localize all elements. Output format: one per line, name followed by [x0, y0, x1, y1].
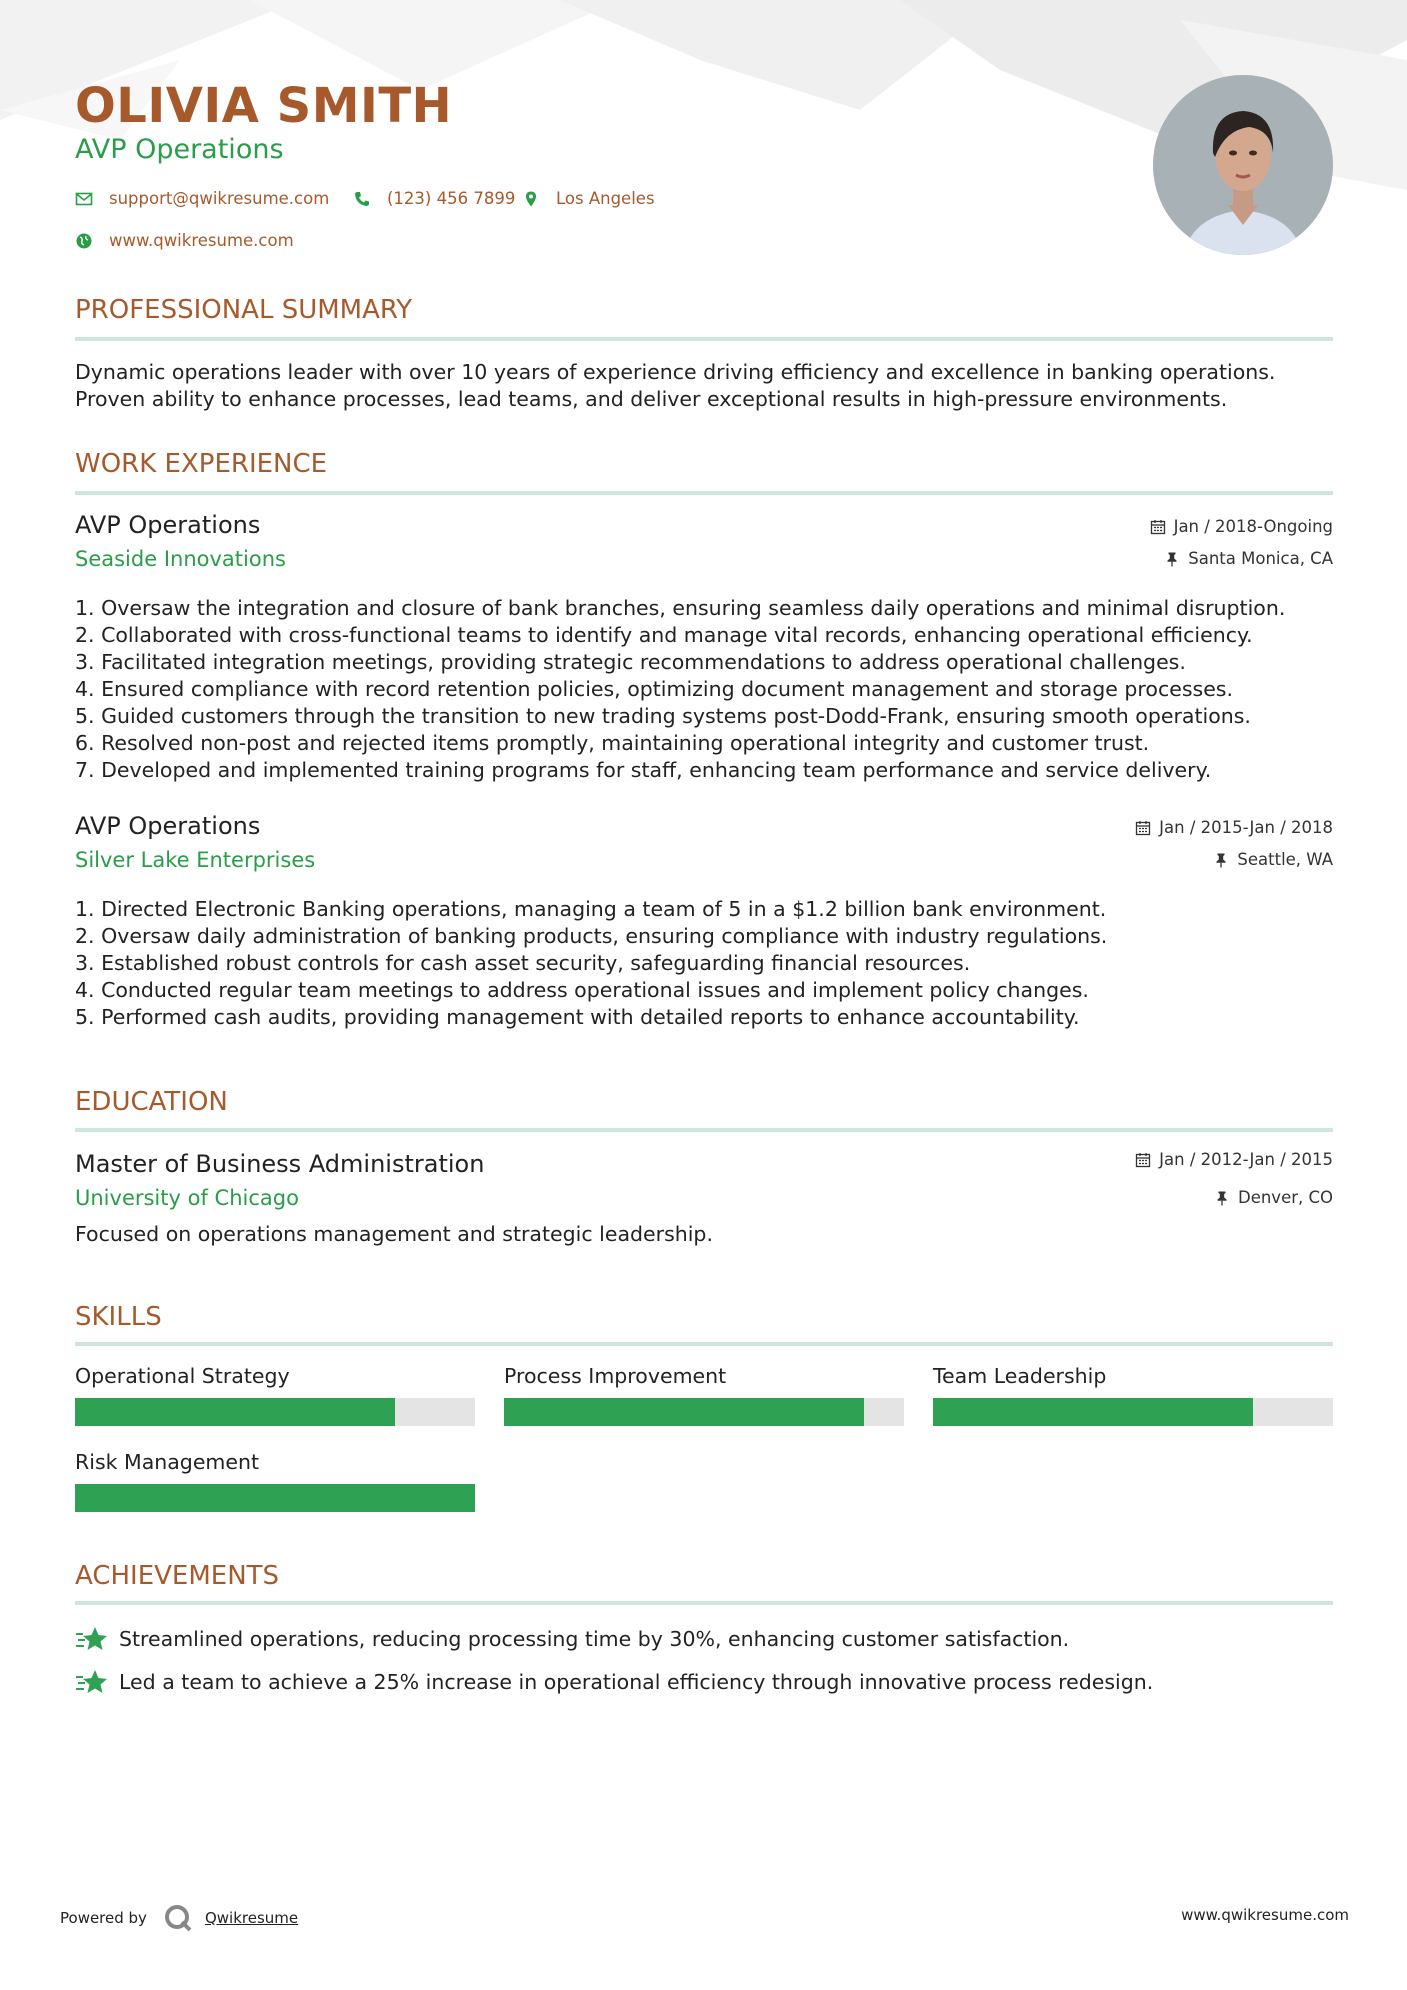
- summary-text: [75, 359, 1335, 413]
- profile-photo: [1153, 75, 1333, 255]
- job-bullet: 1. Oversaw the integration and closure of bank branches, ensuring seamless daily operations and minimal disruption.: [75, 596, 1286, 620]
- skill-bar: [504, 1398, 904, 1426]
- job-bullet: 3. Facilitated integration meetings, providing strategic recommendations to address operational challenges.: [75, 650, 1186, 674]
- phone-icon: [353, 190, 371, 208]
- skill-bar: [933, 1398, 1333, 1426]
- skill-item: [933, 1364, 1333, 1426]
- skill-item: [75, 1450, 475, 1512]
- pin-icon: [1213, 852, 1229, 868]
- achievement-item: [75, 1624, 1069, 1654]
- job-date: [1150, 517, 1333, 536]
- education-description: Focused on operations management and strategic leadership.: [75, 1222, 713, 1246]
- summary-heading: PROFESSIONAL SUMMARY: [75, 295, 413, 325]
- job-entry: [75, 511, 1333, 784]
- job-location: [1213, 850, 1333, 869]
- education-entry: [75, 1150, 1333, 1246]
- education-heading: EDUCATION: [75, 1087, 228, 1117]
- skill-name: Process Improvement: [504, 1364, 727, 1388]
- job-entry: [75, 812, 1333, 1031]
- job-bullet: 5. Guided customers through the transition to new trading systems post-Dodd-Frank, ensuring smooth operations.: [75, 704, 1251, 728]
- star-award-icon: [75, 1667, 109, 1697]
- experience-divider: [75, 491, 1333, 495]
- job-bullet: 3. Established robust controls for cash asset security, safeguarding financial resources.: [75, 951, 971, 975]
- skill-item: [75, 1364, 475, 1426]
- job-date-text: Jan / 2015-Jan / 2018: [1159, 818, 1333, 837]
- skill-bar: [75, 1398, 475, 1426]
- footer-website-link[interactable]: www.qwikresume.com: [1181, 1906, 1349, 1924]
- skill-bar-fill: [75, 1398, 395, 1426]
- skill-bar-fill: [75, 1484, 475, 1512]
- job-bullet: 5. Performed cash audits, providing management with detailed reports to enhance accountability.: [75, 1005, 1080, 1029]
- job-location-text: Santa Monica, CA: [1188, 549, 1333, 568]
- globe-icon: [75, 232, 93, 250]
- skill-name: Team Leadership: [933, 1364, 1107, 1388]
- achievement-text: Led a team to achieve a 25% increase in operational efficiency through innovative process redesign.: [119, 1670, 1154, 1694]
- skills-heading: SKILLS: [75, 1302, 162, 1332]
- job-date: [1135, 818, 1333, 837]
- job-bullet: 4. Conducted regular team meetings to address operational issues and implement policy changes.: [75, 978, 1089, 1002]
- qwikresume-logo-icon: [163, 1903, 193, 1933]
- education-degree: Master of Business Administration: [75, 1150, 485, 1178]
- qwikresume-brand-link[interactable]: Qwikresume: [204, 1909, 299, 1927]
- summary-divider: [75, 337, 1333, 341]
- email-contact[interactable]: [75, 189, 329, 208]
- email-icon: [75, 190, 93, 208]
- phone-text: (123) 456 7899: [387, 189, 516, 208]
- achievement-text: Streamlined operations, reducing processing time by 30%, enhancing customer satisfaction.: [119, 1627, 1070, 1651]
- powered-by-label: Powered by: [60, 1909, 147, 1927]
- job-bullet: 2. Collaborated with cross-functional teams to identify and manage vital records, enhancing operational efficiency.: [75, 623, 1253, 647]
- education-date: [1135, 1150, 1333, 1169]
- skills-divider: [75, 1342, 1333, 1346]
- job-date-text: Jan / 2018-Ongoing: [1173, 517, 1333, 536]
- education-school: University of Chicago: [75, 1186, 299, 1210]
- map-marker-icon: [522, 190, 540, 208]
- website-contact[interactable]: [75, 231, 294, 250]
- summary-line: Dynamic operations leader with over 10 years of experience driving efficiency and excellence in banking operations.: [75, 360, 1276, 384]
- skill-name: Operational Strategy: [75, 1364, 290, 1388]
- phone-contact[interactable]: [353, 189, 515, 208]
- education-date-text: Jan / 2012-Jan / 2015: [1159, 1150, 1333, 1169]
- star-award-icon: [75, 1624, 109, 1654]
- job-location: [1164, 549, 1333, 568]
- candidate-name: OLIVIA SMITH: [75, 78, 453, 134]
- job-bullet: 1. Directed Electronic Banking operations, managing a team of 5 in a $1.2 billion bank environment.: [75, 897, 1107, 921]
- location-contact: [522, 189, 655, 208]
- skill-bar-fill: [933, 1398, 1253, 1426]
- calendar-icon: [1135, 1152, 1151, 1168]
- job-bullet: 2. Oversaw daily administration of banking products, ensuring compliance with industry regulations.: [75, 924, 1108, 948]
- email-text: support@qwikresume.com: [109, 189, 330, 208]
- job-company: Seaside Innovations: [75, 547, 286, 571]
- skill-name: Risk Management: [75, 1450, 260, 1474]
- achievements-heading: ACHIEVEMENTS: [75, 1561, 280, 1591]
- website-text: www.qwikresume.com: [109, 231, 294, 250]
- calendar-icon: [1135, 820, 1151, 836]
- skill-bar: [75, 1484, 475, 1512]
- job-role: AVP Operations: [75, 511, 261, 539]
- footer-powered-by: [60, 1903, 298, 1933]
- education-location-text: Denver, CO: [1237, 1188, 1333, 1207]
- calendar-icon: [1150, 519, 1166, 535]
- pin-icon: [1214, 1190, 1230, 1206]
- candidate-title: AVP Operations: [75, 134, 284, 165]
- summary-line: Proven ability to enhance processes, lead teams, and deliver exceptional results in high-pressure environments.: [75, 387, 1228, 411]
- job-bullets: [75, 595, 1333, 784]
- achievement-item: [75, 1667, 1153, 1697]
- education-divider: [75, 1128, 1333, 1132]
- experience-heading: WORK EXPERIENCE: [75, 449, 328, 479]
- location-text: Los Angeles: [556, 189, 655, 208]
- job-bullets: [75, 896, 1333, 1031]
- job-bullet: 6. Resolved non-post and rejected items promptly, maintaining operational integrity and customer trust.: [75, 731, 1150, 755]
- job-bullet: 7. Developed and implemented training programs for staff, enhancing team performance and service delivery.: [75, 758, 1212, 782]
- job-role: AVP Operations: [75, 812, 261, 840]
- job-bullet: 4. Ensured compliance with record retention policies, optimizing document management and storage processes.: [75, 677, 1233, 701]
- pin-icon: [1164, 551, 1180, 567]
- education-location: [1214, 1188, 1333, 1207]
- job-location-text: Seattle, WA: [1237, 850, 1333, 869]
- skill-item: [504, 1364, 904, 1426]
- skill-bar-fill: [504, 1398, 864, 1426]
- achievements-divider: [75, 1601, 1333, 1605]
- job-company: Silver Lake Enterprises: [75, 848, 316, 872]
